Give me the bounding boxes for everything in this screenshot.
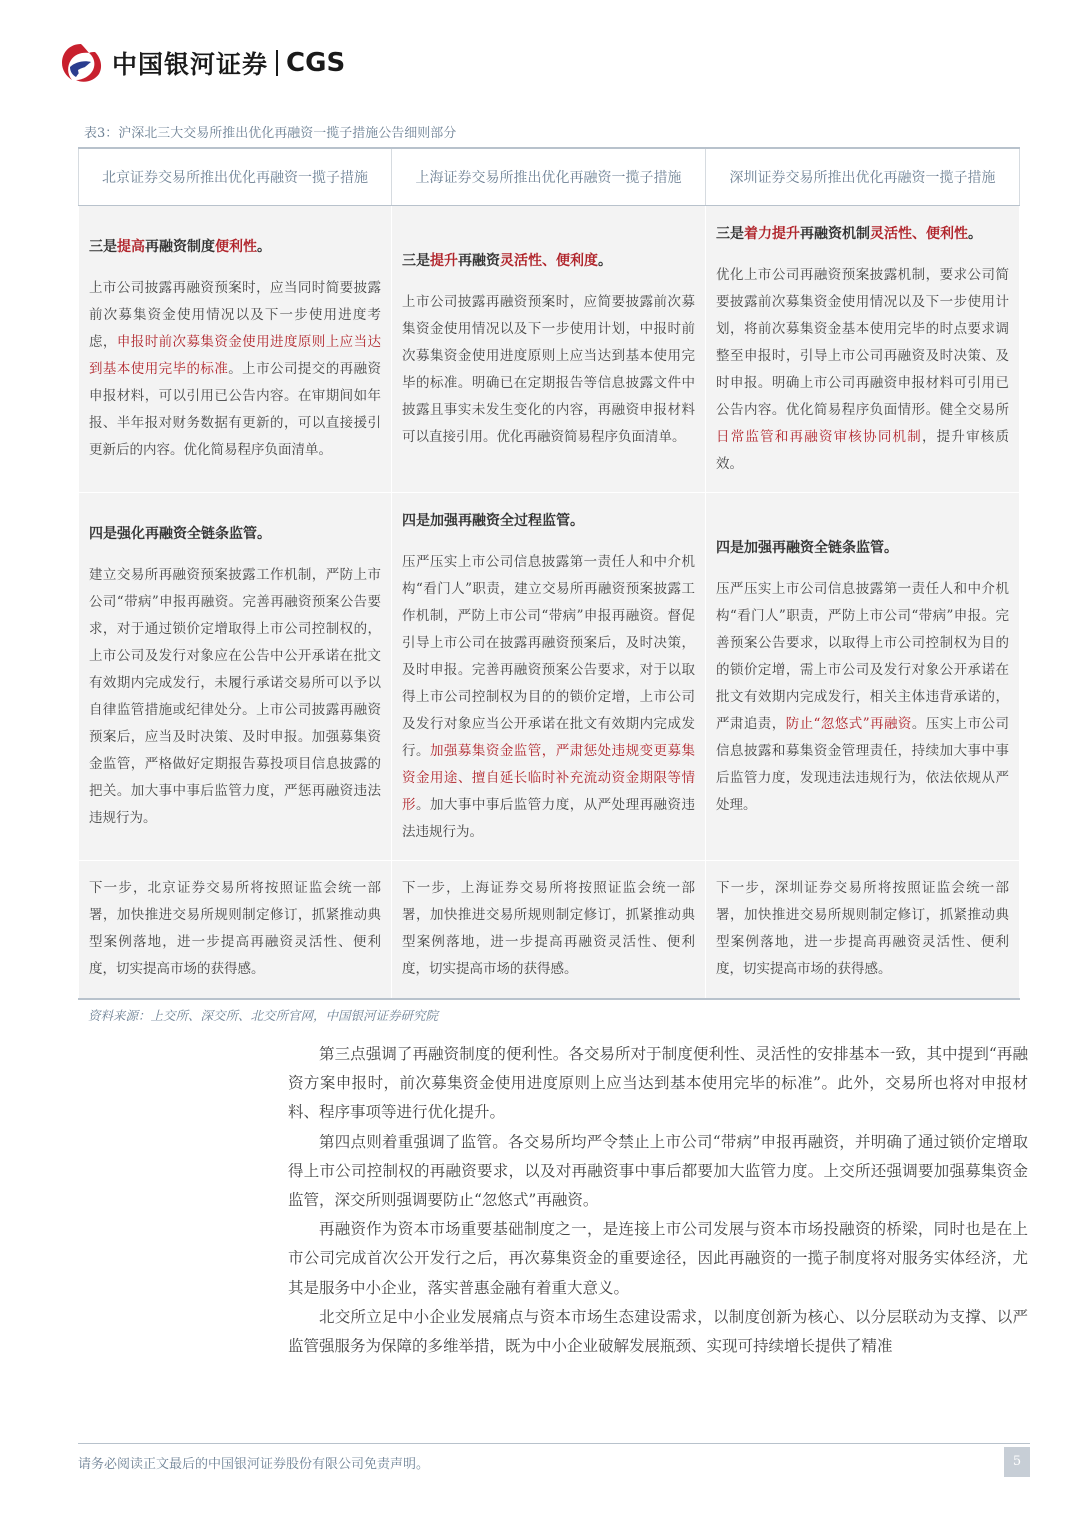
cell-bj-convenience [79, 206, 392, 493]
table-header-row [79, 148, 1020, 206]
cell-body: 上市公司披露再融资预案时，应当同时简要披露前次募集资金使用情况以及下一步使用进度考虑，申报时前次募集资金使用进度原则上应当达到基本使用完毕的标准。上市公司提交的再融资申报材料，可以引用已公告内容。在审期间如年报、半年报对财务数据有更新的，可以直接援引更新后的内容。优化简易程序负面清单。 [89, 280, 382, 458]
cell-sh-convenience [392, 206, 706, 493]
cell-title: 四是加强再融资全链条监管。 [716, 539, 898, 556]
brand-separator [276, 50, 278, 76]
brand-name-cn: 中国银河证券 [112, 50, 269, 79]
cell-body: 压严压实上市公司信息披露第一责任人和中介机构“看门人”职责，建立交易所再融资预案披露工作机制，严防上市公司“带病”申报再融资。督促引导上市公司在披露再融资预案后，及时决策，及时申报。完善再融资预案公告要求，对于以取得上市公司控制权为目的的锁价定增，上市公司及发行对象应当公开承诺在批文有效期内完成发行。加强募集资金监管，严肃惩处违规变更募集资金用途、擅自延长临时补充流动资金期限等情形。加大事中事后监管力度，从严处理再融资违法违规行为。 [402, 553, 696, 840]
header-shanghai: 上海证券交易所推出优化再融资一揽子措施 [392, 148, 706, 206]
cgs-logo-icon [58, 40, 104, 86]
body-text [288, 1040, 1028, 1361]
cell-bj-supervision [79, 493, 392, 861]
table-source-note: 资料来源：上交所、深交所、北交所官网，中国银河证券研究院 [88, 1008, 439, 1023]
footer-divider [78, 1443, 1030, 1444]
cell-body: 优化上市公司再融资预案披露机制，要求公司简要披露前次募集资金使用情况以及下一步使用计划，将前次募集资金基本使用完毕的时点要求调整至申报时，引导上市公司再融资及时决策、及时申报。明确上市公司再融资申报材料可引用已公告内容。优化简易程序负面情形。健全交易所日常监管和再融资审核协同机制，提升审核质效。 [716, 266, 1010, 472]
paragraph: 北交所立足中小企业发展痛点与资本市场生态建设需求，以制度创新为核心、以分层联动为支撑、以严监管强服务为保障的多维举措，既为中小企业破解发展瓶颈、实现可持续增长提供了精准 [288, 1307, 1028, 1356]
paragraph: 再融资作为资本市场重要基础制度之一，是连接上市公司发展与资本市场投融资的桥梁，同时也是在上市公司完成首次公开发行之后，再次募集资金的重要途径，因此再融资的一揽子制度将对服务实体经济，尤其是服务中小企业，落实普惠金融有着重大意义。 [288, 1220, 1028, 1297]
table-row [79, 861, 1020, 999]
cell-body: 下一步，深圳证券交易所将按照证监会统一部署，加快推进交易所规则制定修订，抓紧推动典型案例落地，进一步提高再融资灵活性、便利度，切实提高市场的获得感。 [716, 880, 1009, 978]
cell-title: 三是着力提升再融资机制灵活性、便利性。 [716, 225, 982, 242]
table-row [79, 493, 1020, 861]
cell-body: 下一步，北京证券交易所将按照证监会统一部署，加快推进交易所规则制定修订，抓紧推动典型案例落地，进一步提高再融资灵活性、便利度，切实提高市场的获得感。 [89, 880, 381, 978]
table-caption: 表3：沪深北三大交易所推出优化再融资一揽子措施公告细则部分 [84, 126, 457, 141]
cell-sz-convenience [706, 206, 1020, 493]
page-number: 5 [1004, 1447, 1030, 1477]
cell-title: 三是提升再融资灵活性、便利度。 [402, 252, 612, 269]
cell-sh-next-step [392, 861, 706, 999]
cell-title: 四是加强再融资全过程监管。 [402, 512, 584, 529]
cell-sz-supervision [706, 493, 1020, 861]
cell-title: 三是提高再融资制度便利性。 [89, 239, 271, 255]
paragraph: 第三点强调了再融资制度的便利性。各交易所对于制度便利性、灵活性的安排基本一致，其中提到“再融资方案申报时，前次募集资金使用进度原则上应当达到基本使用完毕的标准”。此外，交易所也将对申报材料、程序事项等进行优化提升。 [288, 1045, 1028, 1122]
cell-sz-next-step [706, 861, 1020, 999]
header-shenzhen: 深圳证券交易所推出优化再融资一揽子措施 [706, 148, 1020, 206]
cell-sh-supervision [392, 493, 706, 861]
header-beijing: 北京证券交易所推出优化再融资一揽子措施 [79, 148, 392, 206]
cell-body: 下一步，上海证券交易所将按照证监会统一部署，加快推进交易所规则制定修订，抓紧推动典型案例落地，进一步提高再融资灵活性、便利度，切实提高市场的获得感。 [402, 880, 695, 978]
cell-bj-next-step [79, 861, 392, 999]
cell-body: 压严压实上市公司信息披露第一责任人和中介机构“看门人”职责，严防上市公司“带病”申报。完善预案公告要求，以取得上市公司控制权为目的的锁价定增，需上市公司及发行对象公开承诺在批文有效期内完成发行，相关主体违背承诺的，严肃追责，防止“忽悠式”再融资。压实上市公司信息披露和募集资金管理责任，持续加大事中事后监管力度，发现违法违规行为，依法依规从严处理。 [716, 580, 1009, 813]
paragraph: 第四点则着重强调了监管。各交易所均严令禁止上市公司“带病”申报再融资，并明确了通过锁价定增取得上市公司控制权的再融资要求，以及对再融资事中事后都要加大监管力度。上交所还强调要加强募集资金监管，深交所则强调要防止“忽悠式”再融资。 [288, 1132, 1028, 1210]
cell-body: 建立交易所再融资预案披露工作机制，严防上市公司“带病”申报再融资。完善再融资预案公告要求，对于通过锁价定增取得上市公司控制权的，上市公司及发行对象应在公告中公开承诺在批文有效期内完成发行，未履行承诺交易所可以予以自律监管措施或纪律处分。上市公司披露再融资预案后，应当及时决策、及时申报。加强募集资金监管，严格做好定期报告募投项目信息披露的把关。加大事中事后监管力度，严惩再融资违法违规行为。 [89, 567, 381, 826]
table-row [79, 206, 1020, 493]
footer-disclaimer: 请务必阅读正文最后的中国银河证券股份有限公司免责声明。 [78, 1457, 430, 1472]
header [58, 38, 345, 88]
brand-name-en: CGS [286, 48, 346, 78]
cell-title: 四是强化再融资全链条监管。 [89, 526, 271, 542]
cell-body: 上市公司披露再融资预案时，应简要披露前次募集资金使用情况以及下一步使用计划，中报时前次募集资金使用进度原则上应当达到基本使用完毕的标准。明确已在定期报告等信息披露文件中披露且事实未发生变化的内容，再融资申报材料可以直接引用。优化再融资简易程序负面清单。 [402, 293, 695, 445]
measures-table [78, 147, 1020, 1000]
